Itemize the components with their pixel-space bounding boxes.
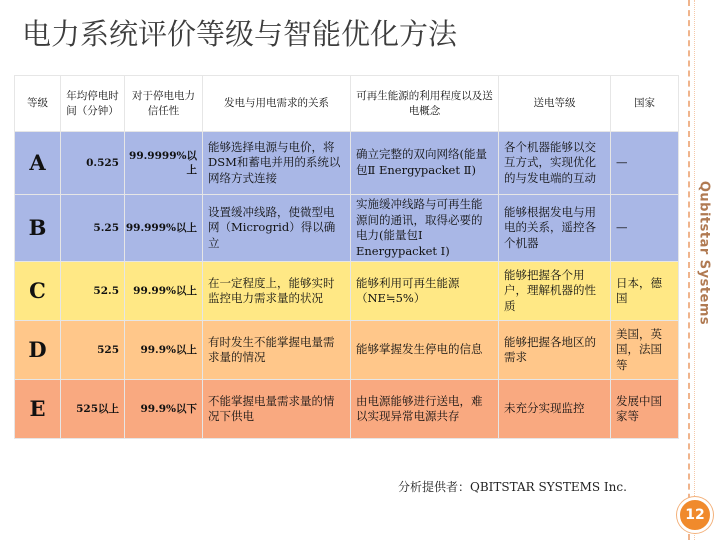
demand-cell: 能够选择电源与电价，将DSM和蓄电并用的系统以网络方式连接 — [203, 132, 351, 195]
outage-cell: 52.5 — [61, 262, 125, 321]
page-title: 电力系统评价等级与智能优化方法 — [22, 17, 458, 51]
demand-cell: 有时发生不能掌握电量需求量的情况 — [203, 321, 351, 380]
grade-table — [14, 75, 679, 439]
outage-cell: 525 — [61, 321, 125, 380]
header-transmission: 送电等级 — [499, 76, 611, 132]
grade-cell: B — [15, 195, 61, 262]
outage-cell: 5.25 — [61, 195, 125, 262]
country-cell: 美国，英国，法国等 — [611, 321, 679, 380]
country-cell: — — [611, 195, 679, 262]
country-cell: 发展中国家等 — [611, 380, 679, 439]
transmission-cell: 能够把握各地区的需求 — [499, 321, 611, 380]
transmission-cell: 能够把握各个用户，理解机器的性质 — [499, 262, 611, 321]
table-header-row — [15, 76, 679, 132]
header-grade: 等级 — [15, 76, 61, 132]
renewable-cell: 由电源能够进行送电，难以实现异常电源共存 — [351, 380, 499, 439]
reliability-cell: 99.9%以上 — [125, 321, 203, 380]
transmission-cell: 各个机器能够以交互方式，实现优化的与发电端的互动 — [499, 132, 611, 195]
demand-cell: 设置缓冲线路，使微型电网（Microgrid）得以确立 — [203, 195, 351, 262]
table-row — [15, 132, 679, 195]
grade-cell: D — [15, 321, 61, 380]
header-demand: 发电与用电需求的关系 — [203, 76, 351, 132]
renewable-cell: 能够掌握发生停电的信息 — [351, 321, 499, 380]
demand-cell: 在一定程度上，能够实时监控电力需求量的状况 — [203, 262, 351, 321]
header-renewable: 可再生能源的利用程度以及送电概念 — [351, 76, 499, 132]
side-brand-label: Qubitstar Systems — [696, 180, 712, 326]
grade-cell: C — [15, 262, 61, 321]
table-row — [15, 380, 679, 439]
header-outage: 年均停电时间（分钟） — [61, 76, 125, 132]
renewable-cell: 能够利用可再生能源（NE≒5%） — [351, 262, 499, 321]
country-cell: 日本，德国 — [611, 262, 679, 321]
table-row — [15, 195, 679, 262]
grade-cell: E — [15, 380, 61, 439]
header-reliability: 对于停电电力信任性 — [125, 76, 203, 132]
source-credit: 分析提供者：QBITSTAR SYSTEMS Inc. — [398, 480, 627, 494]
demand-cell: 不能掌握电量需求量的情况下供电 — [203, 380, 351, 439]
page-number-badge: 12 — [677, 497, 713, 533]
reliability-cell: 99.999%以上 — [125, 195, 203, 262]
reliability-cell: 99.99%以上 — [125, 262, 203, 321]
reliability-cell: 99.9999%以上 — [125, 132, 203, 195]
renewable-cell: 实施缓冲线路与可再生能源间的通讯，取得必要的电力(能量包Ⅰ Energypacket Ⅰ) — [351, 195, 499, 262]
reliability-cell: 99.9%以下 — [125, 380, 203, 439]
transmission-cell: 未充分实现监控 — [499, 380, 611, 439]
table-row — [15, 321, 679, 380]
outage-cell: 0.525 — [61, 132, 125, 195]
header-country: 国家 — [611, 76, 679, 132]
grade-cell: A — [15, 132, 61, 195]
outage-cell: 525以上 — [61, 380, 125, 439]
table-row — [15, 262, 679, 321]
transmission-cell: 能够根据发电与用电的关系，遥控各个机器 — [499, 195, 611, 262]
renewable-cell: 确立完整的双向网络(能量包Ⅱ Energypacket Ⅱ) — [351, 132, 499, 195]
country-cell: — — [611, 132, 679, 195]
